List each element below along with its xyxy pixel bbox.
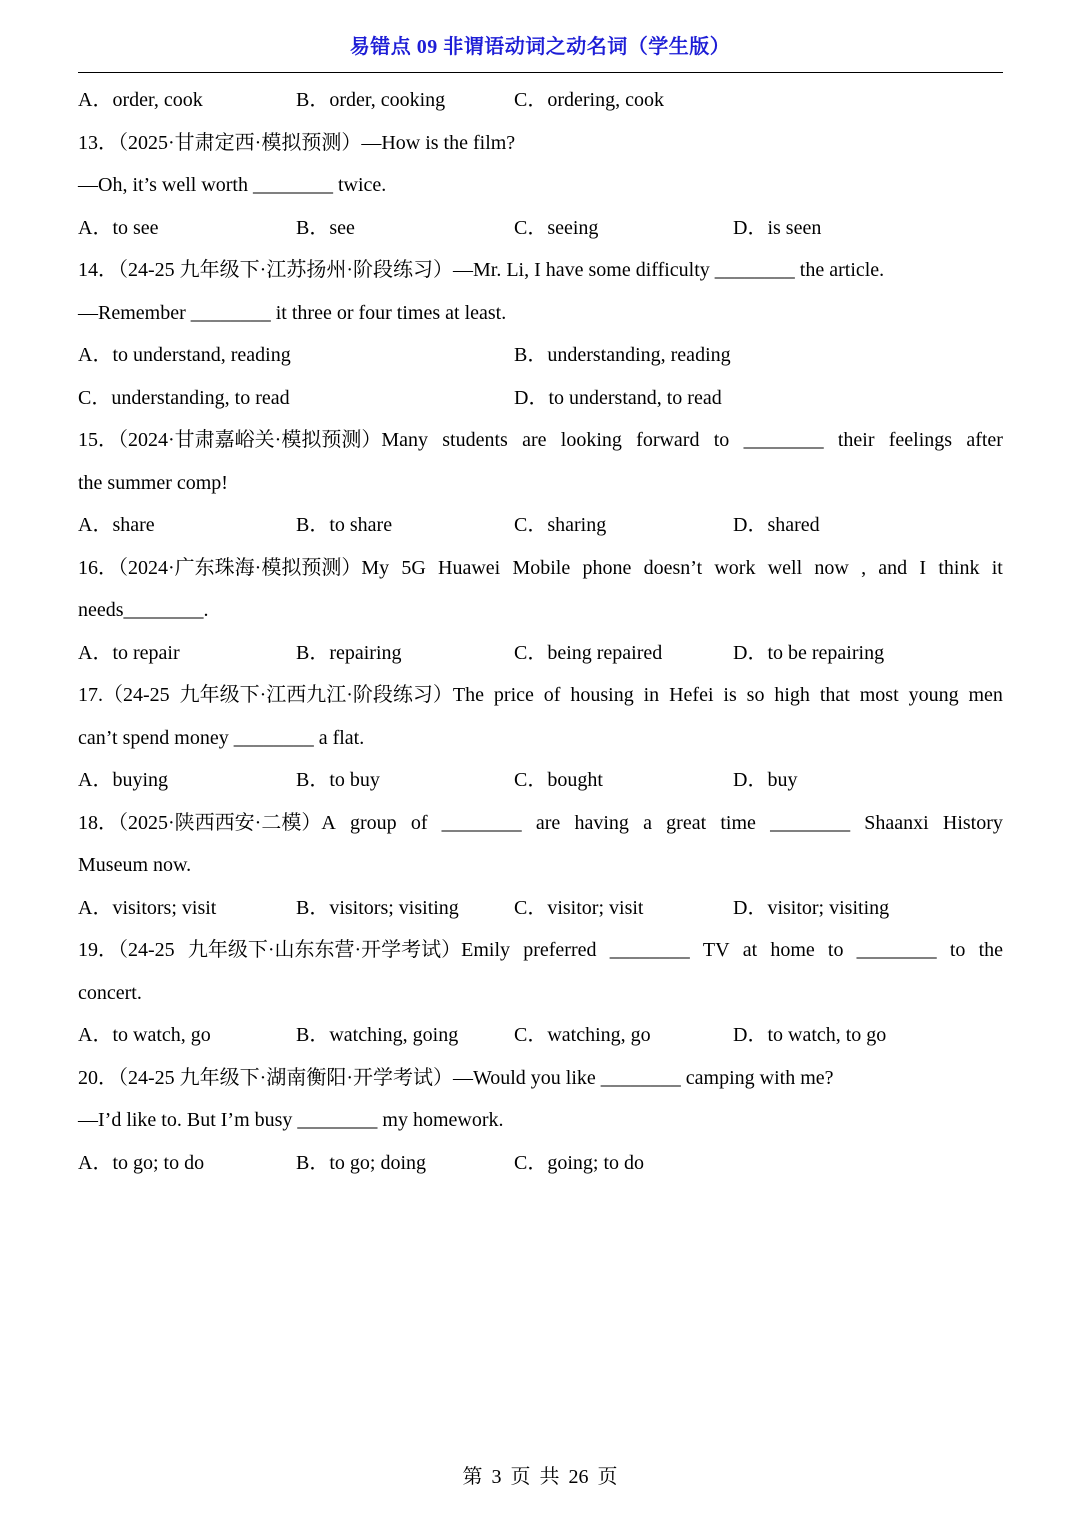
answer-option: B．watching, going	[296, 1024, 459, 1046]
word: ,	[861, 556, 867, 579]
word: work	[714, 556, 756, 579]
word: men	[968, 684, 1003, 706]
word: 5G	[401, 556, 426, 579]
word: it	[991, 556, 1003, 579]
word: feelings	[888, 429, 953, 451]
answer-option: D．visitor; visiting	[733, 896, 890, 919]
word: I	[919, 556, 927, 579]
word: think	[938, 556, 980, 579]
answer-option: A．to watch, go	[78, 1024, 211, 1046]
answer-option: C．visitor; visit	[514, 896, 644, 919]
word: young	[908, 684, 959, 706]
answer-option: C．sharing	[514, 514, 607, 536]
word: 16．（2024·广东珠海·模拟预测）My	[78, 556, 390, 579]
word: ________	[441, 811, 522, 834]
option-row	[78, 887, 1003, 930]
question-line	[78, 674, 1003, 717]
answer-option: D．to be repairing	[733, 641, 885, 664]
word: Shaanxi	[864, 811, 929, 834]
word: Hefei	[669, 684, 714, 706]
option-row	[78, 207, 1003, 250]
word: are	[535, 811, 561, 834]
word: 九年级下·江西九江·阶段练习）The	[179, 684, 484, 706]
word: so	[746, 684, 765, 706]
word: ________	[743, 429, 824, 451]
answer-option: D．to watch, to go	[733, 1024, 887, 1046]
question-line: can’t spend money ________ a flat.	[78, 726, 365, 749]
question-line: the summer comp!	[78, 471, 228, 494]
question-line: needs________.	[78, 599, 209, 621]
answer-option: B．order, cooking	[296, 89, 446, 111]
option-row	[78, 1014, 1003, 1057]
answer-option: A．order, cook	[78, 89, 203, 111]
word: high	[774, 684, 810, 706]
word: ________	[609, 939, 690, 961]
word: ________	[770, 811, 851, 834]
word: to	[713, 429, 730, 451]
answer-option: C．ordering, cook	[514, 89, 664, 111]
answer-option: D．buy	[733, 769, 798, 791]
word: ________	[856, 939, 937, 961]
option-row	[78, 1142, 1003, 1185]
page-header-title: 易错点 09 非谓语动词之动名词（学生版）	[349, 36, 731, 58]
answer-option: C．seeing	[514, 216, 599, 239]
word: 18．（2025·陕西西安·二模）A	[78, 811, 336, 834]
answer-option: A．visitors; visit	[78, 896, 217, 919]
answer-option: A．share	[78, 514, 155, 536]
word: Huawei	[438, 556, 501, 579]
word: to	[949, 939, 966, 961]
word: of	[410, 811, 428, 834]
word: their	[837, 429, 875, 451]
question-line: Museum now.	[78, 854, 192, 876]
option-row	[78, 632, 1003, 675]
word: 17.（24-25	[78, 684, 170, 706]
word: housing	[570, 684, 634, 706]
answer-option: A．to see	[78, 216, 159, 239]
word: group	[349, 811, 397, 834]
word: in	[643, 684, 660, 706]
word: after	[966, 429, 1003, 451]
answer-option: A．to repair	[78, 641, 180, 664]
word: 15．（2024·甘肃嘉峪关·模拟预测）Many	[78, 429, 428, 451]
question-line: —Oh, it’s well worth ________ twice.	[78, 174, 387, 196]
word: the	[978, 939, 1003, 961]
answer-option: D．to understand, to read	[514, 386, 722, 409]
answer-option: A．to understand, reading	[78, 344, 291, 366]
question-line	[78, 547, 1003, 590]
word: at	[742, 939, 758, 961]
question-line	[78, 419, 1003, 462]
option-row	[78, 504, 1003, 547]
question-line: 14．（24-25 九年级下·江苏扬州·阶段练习）—Mr. Li, I have some difficulty ________ the article.	[78, 259, 885, 281]
word: time	[720, 811, 756, 834]
word: looking	[560, 429, 622, 451]
word: that	[819, 684, 850, 706]
answer-option: A．buying	[78, 769, 168, 791]
question-line: concert.	[78, 981, 142, 1004]
option-row	[78, 377, 1003, 420]
word: to	[827, 939, 844, 961]
word: of	[543, 684, 561, 706]
answer-option: B．understanding, reading	[514, 344, 731, 366]
word: and	[878, 556, 908, 579]
word: preferred	[523, 939, 597, 961]
word: a	[643, 811, 652, 834]
question-line: 13．（2025·甘肃定西·模拟预测）—How is the film?	[78, 131, 516, 154]
word: having	[574, 811, 629, 834]
word: now	[814, 556, 849, 579]
question-line: —Remember ________ it three or four times at least.	[78, 301, 507, 324]
answer-option: B．to go; doing	[296, 1151, 427, 1174]
word: are	[522, 429, 547, 451]
word: doesn’t	[643, 556, 703, 579]
word: home	[770, 939, 815, 961]
header-divider	[78, 72, 1003, 73]
question-line: 20．（24-25 九年级下·湖南衡阳·开学考试）—Would you like ________ camping with me?	[78, 1066, 834, 1089]
word: 九年级下·山东东营·开学考试）Emily	[187, 939, 511, 961]
question-line: —I’d like to. But I’m busy ________ my homework.	[78, 1109, 504, 1131]
word: TV	[702, 939, 730, 961]
question-content	[78, 79, 1003, 1184]
option-row	[78, 79, 1003, 122]
answer-option: C．understanding, to read	[78, 386, 290, 409]
word: great	[666, 811, 707, 834]
option-row	[78, 759, 1003, 802]
answer-option: A．to go; to do	[78, 1151, 205, 1174]
word: price	[493, 684, 534, 706]
word: students	[442, 429, 508, 451]
answer-option: D．shared	[733, 514, 820, 536]
answer-option: B．see	[296, 216, 355, 239]
answer-option: C．bought	[514, 769, 603, 791]
word: History	[942, 811, 1003, 834]
question-line	[78, 802, 1003, 845]
word: Mobile	[512, 556, 571, 579]
answer-option: B．visitors; visiting	[296, 896, 459, 919]
answer-option: B．to buy	[296, 769, 380, 791]
word: well	[767, 556, 803, 579]
word: phone	[582, 556, 632, 579]
question-line	[78, 929, 1003, 972]
option-row	[78, 334, 1003, 377]
page-number: 第 3 页 共 26 页	[462, 1466, 618, 1488]
word: 19．（24-25	[78, 939, 175, 961]
answer-option: B．repairing	[296, 641, 402, 664]
answer-option: C．going; to do	[514, 1151, 645, 1174]
answer-option: C．being repaired	[514, 641, 663, 664]
word: forward	[636, 429, 700, 451]
word: most	[859, 684, 899, 706]
answer-option: D．is seen	[733, 216, 822, 239]
answer-option: B．to share	[296, 514, 393, 536]
word: is	[723, 684, 737, 706]
answer-option: C．watching, go	[514, 1024, 651, 1046]
